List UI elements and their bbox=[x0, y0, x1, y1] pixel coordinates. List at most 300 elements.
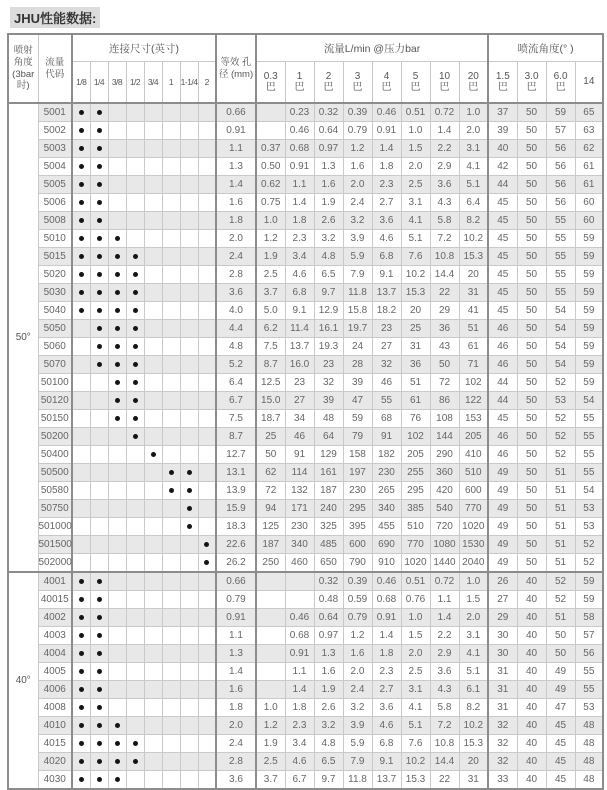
connection-dot-cell bbox=[198, 230, 216, 248]
connection-dot-icon bbox=[133, 308, 138, 313]
connection-dot-icon bbox=[133, 272, 138, 277]
table-row bbox=[8, 464, 603, 482]
connection-dot-cell bbox=[180, 122, 198, 140]
angle-value-cell: 45 bbox=[488, 302, 517, 320]
header-pressure-label bbox=[343, 62, 372, 104]
connection-dot-cell bbox=[198, 194, 216, 212]
connection-dot-cell bbox=[72, 194, 90, 212]
connection-dot-cell bbox=[180, 428, 198, 446]
flow-value-cell: 4.1 bbox=[401, 212, 430, 230]
connection-dot-cell bbox=[108, 681, 126, 699]
angle-value-cell: 50 bbox=[546, 645, 575, 663]
connection-dot-cell bbox=[108, 482, 126, 500]
angle-value-cell: 50 bbox=[517, 500, 546, 518]
flow-value-cell: 2.9 bbox=[430, 158, 459, 176]
connection-dot-cell bbox=[144, 374, 162, 392]
connection-dot-cell bbox=[126, 410, 144, 428]
angle-value-cell: 52 bbox=[546, 446, 575, 464]
angle-value-cell: 50 bbox=[517, 446, 546, 464]
connection-dot-cell bbox=[72, 554, 90, 573]
flow-value-cell: 340 bbox=[285, 536, 314, 554]
connection-dot-cell bbox=[72, 212, 90, 230]
angle-value-cell: 62 bbox=[575, 140, 603, 158]
connection-dot-cell bbox=[108, 428, 126, 446]
pressure-unit: 巴 bbox=[555, 82, 566, 93]
flow-value-cell: 10.2 bbox=[459, 717, 488, 735]
connection-dot-cell bbox=[198, 122, 216, 140]
angle-value-cell: 50 bbox=[517, 392, 546, 410]
angle-value-cell: 40 bbox=[517, 753, 546, 771]
flow-value-cell: 6.8 bbox=[372, 735, 401, 753]
orifice-cell: 1.1 bbox=[216, 140, 256, 158]
flow-value-cell: 13.7 bbox=[372, 771, 401, 790]
flow-value-cell: 4.6 bbox=[372, 717, 401, 735]
connection-dot-cell bbox=[90, 194, 108, 212]
flow-value-cell: 5.1 bbox=[459, 663, 488, 681]
connection-dot-cell bbox=[108, 176, 126, 194]
connection-dot-cell bbox=[162, 392, 180, 410]
flow-value-cell: 4.8 bbox=[314, 735, 343, 753]
connection-dot-cell bbox=[180, 446, 198, 464]
connection-dot-cell bbox=[72, 464, 90, 482]
connection-dot-cell bbox=[90, 212, 108, 230]
connection-dot-icon bbox=[115, 759, 120, 764]
flow-value-cell: 295 bbox=[343, 500, 372, 518]
flow-value-cell: 27 bbox=[285, 392, 314, 410]
flow-value-cell: 230 bbox=[285, 518, 314, 536]
connection-dot-icon bbox=[79, 777, 84, 782]
angle-value-cell: 53 bbox=[575, 699, 603, 717]
connection-dot-icon bbox=[115, 308, 120, 313]
orifice-cell: 6.7 bbox=[216, 392, 256, 410]
header-pressure-label bbox=[314, 62, 343, 104]
flow-value-cell bbox=[256, 122, 285, 140]
connection-dot-cell bbox=[162, 230, 180, 248]
angle-value-cell: 55 bbox=[546, 284, 575, 302]
connection-dot-icon bbox=[133, 326, 138, 331]
connection-dot-cell bbox=[90, 645, 108, 663]
pressure-unit: 巴 bbox=[352, 82, 363, 93]
angle-value-cell: 31 bbox=[488, 699, 517, 717]
angle-value-cell: 48 bbox=[575, 753, 603, 771]
flow-value-cell: 7.6 bbox=[401, 248, 430, 266]
header-orifice: 等效 孔径 (mm) bbox=[216, 34, 256, 103]
connection-dot-cell bbox=[198, 681, 216, 699]
connection-dot-cell bbox=[198, 248, 216, 266]
flow-value-cell: 5.1 bbox=[401, 717, 430, 735]
connection-dot-cell bbox=[162, 536, 180, 554]
pressure-unit: 巴 bbox=[468, 82, 479, 93]
flow-value-cell: 4.1 bbox=[459, 645, 488, 663]
flow-value-cell: 0.64 bbox=[314, 122, 343, 140]
connection-dot-cell bbox=[108, 230, 126, 248]
connection-dot-cell bbox=[144, 572, 162, 591]
flow-value-cell: 2.7 bbox=[372, 194, 401, 212]
flow-value-cell: 3.7 bbox=[256, 771, 285, 790]
connection-dot-cell bbox=[90, 176, 108, 194]
angle-value-cell: 55 bbox=[546, 266, 575, 284]
connection-dot-cell bbox=[144, 194, 162, 212]
flow-value-cell: 2.3 bbox=[372, 176, 401, 194]
flow-value-cell: 3.1 bbox=[401, 194, 430, 212]
flow-value-cell: 51 bbox=[401, 374, 430, 392]
flow-value-cell: 132 bbox=[285, 482, 314, 500]
flow-code-cell: 5015 bbox=[38, 248, 72, 266]
flow-value-cell: 16.0 bbox=[285, 356, 314, 374]
angle-value-cell: 52 bbox=[546, 428, 575, 446]
flow-code-cell: 502000 bbox=[38, 554, 72, 573]
angle-value-cell: 46 bbox=[488, 338, 517, 356]
flow-value-cell: 12.5 bbox=[256, 374, 285, 392]
connection-dot-cell bbox=[162, 699, 180, 717]
angle-value-cell: 40 bbox=[517, 591, 546, 609]
connection-dot-icon bbox=[204, 560, 209, 565]
flow-code-cell: 5010 bbox=[38, 230, 72, 248]
angle-value-cell: 40 bbox=[517, 627, 546, 645]
connection-dot-cell bbox=[162, 627, 180, 645]
orifice-cell: 4.0 bbox=[216, 302, 256, 320]
connection-dot-cell bbox=[162, 428, 180, 446]
connection-dot-cell bbox=[162, 591, 180, 609]
connection-dot-cell bbox=[90, 663, 108, 681]
flow-value-cell: 18.2 bbox=[372, 302, 401, 320]
connection-dot-cell bbox=[108, 572, 126, 591]
page-title: JHU性能数据: bbox=[10, 7, 100, 28]
flow-value-cell: 0.48 bbox=[314, 591, 343, 609]
table-row bbox=[8, 176, 603, 194]
angle-value-cell: 46 bbox=[488, 446, 517, 464]
angle-value-cell: 56 bbox=[546, 194, 575, 212]
flow-value-cell: 1.0 bbox=[256, 212, 285, 230]
header-pressure-label bbox=[575, 62, 603, 104]
flow-code-cell: 5020 bbox=[38, 266, 72, 284]
flow-value-cell: 8.2 bbox=[459, 699, 488, 717]
connection-dot-cell bbox=[144, 554, 162, 573]
orifice-cell: 0.66 bbox=[216, 572, 256, 591]
connection-dot-cell bbox=[72, 771, 90, 790]
connection-dot-icon bbox=[97, 579, 102, 584]
table-row bbox=[8, 735, 603, 753]
angle-value-cell: 50 bbox=[517, 266, 546, 284]
connection-dot-cell bbox=[90, 338, 108, 356]
connection-dot-cell bbox=[162, 194, 180, 212]
angle-value-cell: 42 bbox=[488, 158, 517, 176]
flow-value-cell: 2040 bbox=[459, 554, 488, 573]
connection-dot-cell bbox=[144, 320, 162, 338]
orifice-cell: 1.6 bbox=[216, 681, 256, 699]
flow-code-cell: 5003 bbox=[38, 140, 72, 158]
orifice-cell: 2.0 bbox=[216, 717, 256, 735]
connection-dot-cell bbox=[144, 482, 162, 500]
flow-value-cell: 61 bbox=[401, 392, 430, 410]
flow-value-cell: 7.2 bbox=[430, 230, 459, 248]
connection-dot-icon bbox=[133, 380, 138, 385]
connection-dot-icon bbox=[79, 110, 84, 115]
connection-dot-cell bbox=[180, 230, 198, 248]
table-row bbox=[8, 609, 603, 627]
flow-value-cell: 36 bbox=[430, 320, 459, 338]
angle-value-cell: 50 bbox=[517, 158, 546, 176]
flow-value-cell: 2.3 bbox=[372, 663, 401, 681]
connection-dot-cell bbox=[108, 446, 126, 464]
flow-value-cell: 3.2 bbox=[314, 717, 343, 735]
angle-value-cell: 50 bbox=[517, 230, 546, 248]
flow-value-cell: 2.0 bbox=[459, 609, 488, 627]
flow-value-cell: 197 bbox=[343, 464, 372, 482]
connection-dot-icon bbox=[133, 741, 138, 746]
header-connection-size: 1/2 bbox=[126, 62, 144, 104]
flow-value-cell: 32 bbox=[372, 356, 401, 374]
flow-value-cell: 1.0 bbox=[459, 572, 488, 591]
flow-value-cell: 4.6 bbox=[285, 266, 314, 284]
connection-dot-cell bbox=[108, 320, 126, 338]
flow-code-cell: 5001 bbox=[38, 103, 72, 122]
flow-code-cell: 50200 bbox=[38, 428, 72, 446]
flow-value-cell: 1.2 bbox=[256, 717, 285, 735]
connection-dot-cell bbox=[180, 176, 198, 194]
connection-dot-cell bbox=[180, 374, 198, 392]
flow-value-cell: 0.64 bbox=[314, 609, 343, 627]
flow-value-cell: 15.8 bbox=[343, 302, 372, 320]
flow-value-cell: 15.0 bbox=[256, 392, 285, 410]
flow-value-cell: 0.51 bbox=[401, 103, 430, 122]
connection-dot-icon bbox=[133, 290, 138, 295]
flow-code-cell: 5050 bbox=[38, 320, 72, 338]
connection-dot-cell bbox=[198, 266, 216, 284]
connection-dot-icon bbox=[97, 272, 102, 277]
angle-value-cell: 30 bbox=[488, 627, 517, 645]
flow-value-cell: 23 bbox=[314, 356, 343, 374]
flow-value-cell: 62 bbox=[256, 464, 285, 482]
flow-value-cell: 34 bbox=[285, 410, 314, 428]
connection-dot-icon bbox=[115, 398, 120, 403]
flow-value-cell: 79 bbox=[343, 428, 372, 446]
connection-dot-cell bbox=[72, 320, 90, 338]
connection-dot-cell bbox=[126, 392, 144, 410]
angle-value-cell: 40 bbox=[517, 717, 546, 735]
flow-value-cell: 1.5 bbox=[401, 627, 430, 645]
connection-dot-cell bbox=[126, 446, 144, 464]
angle-value-cell: 50 bbox=[546, 627, 575, 645]
flow-value-cell: 770 bbox=[401, 536, 430, 554]
flow-value-cell: 510 bbox=[459, 464, 488, 482]
flow-value-cell: 240 bbox=[314, 500, 343, 518]
angle-value-cell: 57 bbox=[575, 627, 603, 645]
connection-dot-cell bbox=[126, 302, 144, 320]
angle-value-cell: 44 bbox=[488, 392, 517, 410]
flow-value-cell: 6.5 bbox=[314, 266, 343, 284]
flow-value-cell: 540 bbox=[430, 500, 459, 518]
pressure-value: 6.0 bbox=[553, 70, 568, 82]
connection-dot-cell bbox=[72, 572, 90, 591]
connection-dot-cell bbox=[108, 518, 126, 536]
flow-value-cell: 25 bbox=[401, 320, 430, 338]
flow-value-cell: 2.0 bbox=[343, 176, 372, 194]
connection-dot-cell bbox=[180, 392, 198, 410]
angle-value-cell: 40 bbox=[517, 572, 546, 591]
flow-code-cell: 40015 bbox=[38, 591, 72, 609]
flow-value-cell: 1.0 bbox=[401, 122, 430, 140]
table-row bbox=[8, 482, 603, 500]
connection-dot-cell bbox=[180, 212, 198, 230]
connection-dot-icon bbox=[79, 182, 84, 187]
flow-value-cell: 690 bbox=[372, 536, 401, 554]
pressure-unit: 巴 bbox=[526, 82, 537, 93]
pressure-unit: 巴 bbox=[265, 82, 276, 93]
connection-dot-cell bbox=[162, 554, 180, 573]
orifice-cell: 18.3 bbox=[216, 518, 256, 536]
connection-dot-cell bbox=[108, 302, 126, 320]
connection-dot-cell bbox=[90, 699, 108, 717]
flow-value-cell: 1020 bbox=[401, 554, 430, 573]
flow-value-cell: 31 bbox=[401, 338, 430, 356]
flow-value-cell: 360 bbox=[430, 464, 459, 482]
connection-dot-cell bbox=[180, 771, 198, 790]
flow-value-cell: 50 bbox=[430, 356, 459, 374]
orifice-cell: 3.6 bbox=[216, 284, 256, 302]
connection-dot-cell bbox=[126, 464, 144, 482]
connection-dot-cell bbox=[72, 392, 90, 410]
connection-dot-cell bbox=[108, 356, 126, 374]
table-row bbox=[8, 392, 603, 410]
connection-dot-cell bbox=[144, 717, 162, 735]
connection-dot-cell bbox=[108, 338, 126, 356]
connection-dot-icon bbox=[133, 362, 138, 367]
connection-dot-cell bbox=[180, 500, 198, 518]
flow-value-cell: 8.2 bbox=[459, 212, 488, 230]
orifice-cell: 1.8 bbox=[216, 699, 256, 717]
header-pressure-label bbox=[546, 62, 575, 104]
connection-dot-icon bbox=[169, 470, 174, 475]
connection-dot-cell bbox=[180, 591, 198, 609]
connection-dot-cell bbox=[90, 518, 108, 536]
pressure-unit: 巴 bbox=[410, 82, 421, 93]
connection-dot-cell bbox=[198, 771, 216, 790]
flow-value-cell: 61 bbox=[459, 338, 488, 356]
flow-code-cell: 4003 bbox=[38, 627, 72, 645]
connection-dot-cell bbox=[108, 410, 126, 428]
flow-code-cell: 5004 bbox=[38, 158, 72, 176]
flow-value-cell: 0.39 bbox=[343, 103, 372, 122]
angle-value-cell: 51 bbox=[546, 500, 575, 518]
flow-value-cell: 205 bbox=[459, 428, 488, 446]
connection-dot-cell bbox=[180, 338, 198, 356]
flow-value-cell: 158 bbox=[343, 446, 372, 464]
connection-dot-icon bbox=[97, 777, 102, 782]
connection-dot-cell bbox=[198, 176, 216, 194]
angle-value-cell: 45 bbox=[546, 753, 575, 771]
flow-value-cell: 9.7 bbox=[314, 771, 343, 790]
flow-value-cell: 3.1 bbox=[401, 681, 430, 699]
flow-value-cell: 7.9 bbox=[343, 753, 372, 771]
angle-value-cell: 50 bbox=[517, 410, 546, 428]
header-connection-size: 1/8 bbox=[72, 62, 90, 104]
connection-dot-cell bbox=[180, 248, 198, 266]
flow-value-cell: 2.0 bbox=[401, 158, 430, 176]
orifice-cell: 0.79 bbox=[216, 591, 256, 609]
angle-value-cell: 65 bbox=[575, 103, 603, 122]
pressure-unit: 巴 bbox=[381, 82, 392, 93]
connection-dot-cell bbox=[108, 536, 126, 554]
connection-dot-cell bbox=[72, 103, 90, 122]
connection-dot-cell bbox=[198, 735, 216, 753]
connection-dot-icon bbox=[133, 344, 138, 349]
table-row bbox=[8, 663, 603, 681]
flow-value-cell: 1.8 bbox=[285, 212, 314, 230]
angle-value-cell: 50 bbox=[517, 248, 546, 266]
connection-dot-cell bbox=[198, 572, 216, 591]
table-row bbox=[8, 284, 603, 302]
connection-dot-cell bbox=[198, 302, 216, 320]
angle-value-cell: 50 bbox=[517, 356, 546, 374]
connection-dot-cell bbox=[72, 681, 90, 699]
flow-value-cell: 5.1 bbox=[459, 176, 488, 194]
flow-value-cell: 1.6 bbox=[314, 663, 343, 681]
header-connection-size: 3/8 bbox=[108, 62, 126, 104]
connection-dot-cell bbox=[144, 699, 162, 717]
angle-value-cell: 54 bbox=[546, 356, 575, 374]
connection-dot-cell bbox=[126, 176, 144, 194]
angle-value-cell: 51 bbox=[546, 536, 575, 554]
flow-value-cell: 18.7 bbox=[256, 410, 285, 428]
flow-code-cell: 4015 bbox=[38, 735, 72, 753]
flow-value-cell: 6.7 bbox=[285, 771, 314, 790]
angle-value-cell: 50 bbox=[517, 140, 546, 158]
flow-value-cell: 0.50 bbox=[256, 158, 285, 176]
angle-value-cell: 59 bbox=[575, 302, 603, 320]
table-row bbox=[8, 356, 603, 374]
flow-value-cell: 0.62 bbox=[256, 176, 285, 194]
connection-dot-cell bbox=[108, 609, 126, 627]
connection-dot-cell bbox=[198, 699, 216, 717]
angle-value-cell: 56 bbox=[546, 158, 575, 176]
connection-dot-cell bbox=[162, 374, 180, 392]
connection-dot-cell bbox=[198, 753, 216, 771]
orifice-cell: 1.3 bbox=[216, 158, 256, 176]
angle-value-cell: 48 bbox=[575, 771, 603, 790]
orifice-cell: 2.8 bbox=[216, 753, 256, 771]
flow-value-cell: 1.8 bbox=[372, 645, 401, 663]
angle-value-cell: 45 bbox=[488, 248, 517, 266]
flow-code-cell: 5030 bbox=[38, 284, 72, 302]
flow-value-cell: 1.5 bbox=[401, 140, 430, 158]
flow-value-cell: 3.6 bbox=[430, 663, 459, 681]
connection-dot-cell bbox=[90, 554, 108, 573]
flow-value-cell: 790 bbox=[343, 554, 372, 573]
flow-value-cell: 0.46 bbox=[285, 609, 314, 627]
flow-value-cell: 3.9 bbox=[343, 717, 372, 735]
connection-dot-cell bbox=[180, 753, 198, 771]
angle-value-cell: 53 bbox=[575, 500, 603, 518]
header-angle-group: 喷流角度(° ) bbox=[488, 34, 603, 62]
flow-value-cell: 0.46 bbox=[372, 572, 401, 591]
angle-value-cell: 50 bbox=[517, 194, 546, 212]
flow-value-cell bbox=[256, 681, 285, 699]
connection-dot-cell bbox=[72, 374, 90, 392]
connection-dot-cell bbox=[108, 591, 126, 609]
connection-dot-cell bbox=[180, 645, 198, 663]
angle-value-cell: 51 bbox=[546, 609, 575, 627]
flow-value-cell: 910 bbox=[372, 554, 401, 573]
connection-dot-cell bbox=[126, 140, 144, 158]
connection-dot-cell bbox=[90, 356, 108, 374]
angle-value-cell: 61 bbox=[575, 158, 603, 176]
angle-value-cell: 50 bbox=[517, 518, 546, 536]
header-flow-code: 流量 代码 bbox=[38, 34, 72, 103]
table-row bbox=[8, 320, 603, 338]
connection-dot-icon bbox=[133, 759, 138, 764]
flow-value-cell: 13.7 bbox=[372, 284, 401, 302]
